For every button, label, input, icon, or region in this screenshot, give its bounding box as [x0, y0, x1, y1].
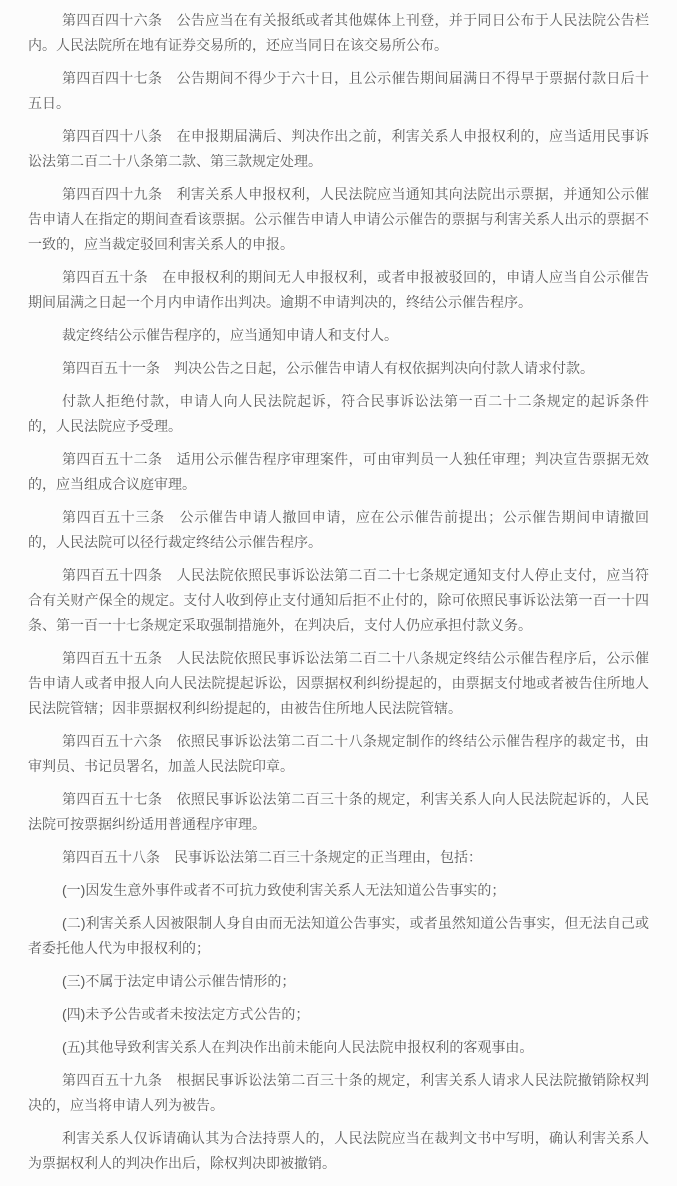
paragraph-article-458-item-4: (四)未予公告或者未按法定方式公告的； [62, 1006, 310, 1022]
paragraph-article-451: 第四百五十一条 判决公告之日起，公示催告申请人有权依据判决向付款人请求付款。 [62, 360, 594, 376]
paragraph-article-455: 第四百五十五条 人民法院依照民事诉讼法第二百二十八条规定终结公示催告程序后，公示催告申请人或者申报人向人民法院提起诉讼，因票据权利纠纷提起的，由票据支付地或者被告住所地人民法院管辖；因非票据权利纠纷提起的，由被告住所地人民法院管辖。 [28, 650, 649, 716]
paragraph-article-453: 第四百五十三条 公示催告申请人撤回申请，应在公示催告前提出；公示催告期间申请撤回的，人民法院可以径行裁定终结公示催告程序。 [28, 509, 649, 550]
paragraph-article-447: 第四百四十七条 公告期间不得少于六十日，且公示催告期间届满日不得早于票据付款日后十五日。 [28, 70, 649, 111]
paragraph-article-448: 第四百四十八条 在申报期届满后、判决作出之前，利害关系人申报权利的，应当适用民事诉讼法第二百二十八条第二款、第三款规定处理。 [28, 128, 649, 169]
paragraph-article-449: 第四百四十九条 利害关系人申报权利，人民法院应当通知其向法院出示票据，并通知公示催告申请人在指定的期间查看该票据。公示催告申请人申请公示催告的票据与利害关系人出示的票据不一致的，应当裁定驳回利害关系人的申报。 [28, 186, 649, 252]
paragraph-article-459-clause-2: 利害关系人仅诉请确认其为合法持票人的，人民法院应当在裁判文书中写明，确认利害关系人为票据权利人的判决作出后，除权判决即被撤销。 [28, 1130, 649, 1171]
paragraph-article-458-item-3: (三)不属于法定申请公示催告情形的； [62, 973, 296, 989]
paragraph-article-458-item-1: (一)因发生意外事件或者不可抗力致使利害关系人无法知道公告事实的； [62, 882, 506, 898]
legal-article-body [28, 8, 649, 1186]
paragraph-article-458-item-2: (二)利害关系人因被限制人身自由而无法知道公告事实，或者虽然知道公告事实，但无法自己或者委托他人代为申报权利的； [28, 915, 649, 956]
paragraph-article-446: 第四百四十六条 公告应当在有关报纸或者其他媒体上刊登，并于同日公布于人民法院公告栏内。人民法院所在地有证券交易所的，还应当同日在该交易所公布。 [28, 12, 649, 53]
paragraph-article-457: 第四百五十七条 依照民事诉讼法第二百三十条的规定，利害关系人向人民法院起诉的，人民法院可按票据纠纷适用普通程序审理。 [28, 791, 649, 832]
paragraph-article-456: 第四百五十六条 依照民事诉讼法第二百二十八条规定制作的终结公示催告程序的裁定书，由审判员、书记员署名，加盖人民法院印章。 [28, 733, 649, 774]
paragraph-article-450: 第四百五十条 在申报权利的期间无人申报权利，或者申报被驳回的，申请人应当自公示催告期间届满之日起一个月内申请作出判决。逾期不申请判决的，终结公示催告程序。 [28, 269, 649, 310]
document-page [0, 8, 677, 1186]
paragraph-article-459: 第四百五十九条 根据民事诉讼法第二百三十条的规定，利害关系人请求人民法院撤销除权判决的，应当将申请人列为被告。 [28, 1072, 649, 1113]
paragraph-article-452: 第四百五十二条 适用公示催告程序审理案件，可由审判员一人独任审理；判决宣告票据无效的，应当组成合议庭审理。 [28, 451, 649, 492]
paragraph-article-451-clause-2: 付款人拒绝付款，申请人向人民法院起诉，符合民事诉讼法第一百二十二条规定的起诉条件的，人民法院应予受理。 [28, 393, 649, 434]
paragraph-article-450-clause-2: 裁定终结公示催告程序的，应当通知申请人和支付人。 [62, 327, 398, 343]
paragraph-article-454: 第四百五十四条 人民法院依照民事诉讼法第二百二十七条规定通知支付人停止支付，应当符合有关财产保全的规定。支付人收到停止支付通知后拒不止付的，除可依照民事诉讼法第一百一十四条、第一百一十七条规定采取强制措施外，在判决后，支付人仍应承担付款义务。 [28, 567, 649, 633]
paragraph-article-458-item-5: (五)其他导致利害关系人在判决作出前未能向人民法院申报权利的客观事由。 [62, 1039, 534, 1055]
paragraph-article-458: 第四百五十八条 民事诉讼法第二百三十条规定的正当理由，包括： [62, 849, 482, 865]
